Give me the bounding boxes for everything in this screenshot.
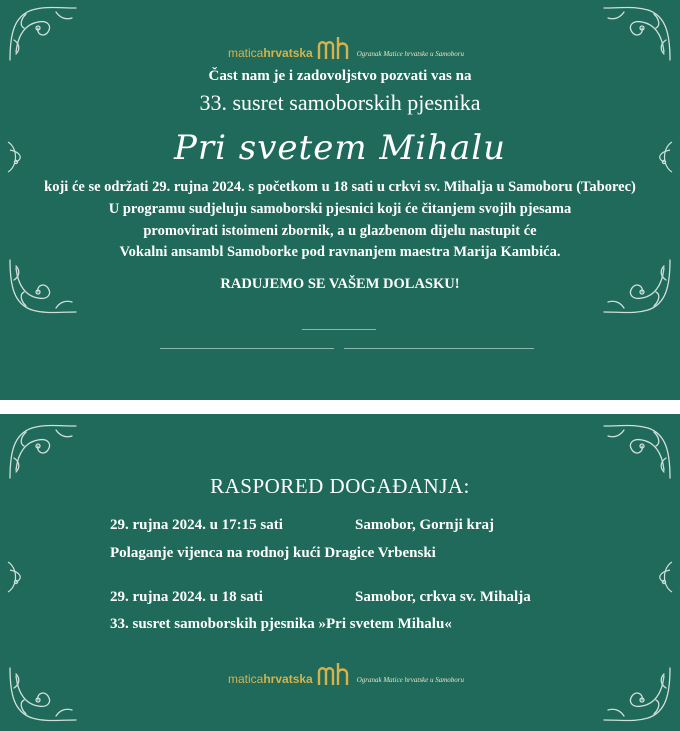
logo-tagline: Ogranak Matice hrvatske u Samoboru: [356, 50, 465, 58]
event-name-script: Pri svetem Mihalu: [173, 128, 507, 168]
description-line-1: koji će se održati 29. rujna 2024. s početkom u 18 sati u crkvi sv. Mihalja u Samoboru (Taborec): [44, 179, 636, 195]
logo-word-matica: matica: [228, 672, 264, 686]
side-flourish-left: [6, 560, 34, 594]
matica-hrvatska-logo: [0, 36, 680, 60]
description-line-3: promovirati istoimeni zbornik, a u glazbenom dijelu nastupit će: [143, 223, 537, 239]
divider-line: [302, 329, 376, 330]
event-2-description: 33. susret samoborskih pjesnika »Pri svetem Mihalu«: [110, 616, 452, 632]
event-title: 33. susret samoborskih pjesnika: [199, 90, 481, 115]
description-line-4: Vokalni ansambl Samoborke pod ravnanjem maestra Marija Kambića.: [119, 244, 561, 260]
divider-line: [160, 348, 334, 349]
matica-hrvatska-logo: [0, 662, 680, 686]
logo-word-hrvatska: hrvatska: [263, 672, 313, 686]
corner-ornament-top-right: [600, 422, 674, 482]
event-1-location: Samobor, Gornji kraj: [355, 517, 495, 533]
mh-monogram-icon: [317, 36, 355, 60]
schedule-card: [0, 414, 680, 731]
corner-ornament-top-left: [6, 422, 80, 482]
schedule-heading: RASPORED DOGAĐANJA:: [210, 474, 470, 498]
event-1-time: 29. rujna 2024. u 17:15 sati: [110, 517, 283, 533]
closing-line: RADUJEMO SE VAŠEM DOLASKU!: [220, 276, 460, 292]
event-2-location: Samobor, crkva sv. Mihalja: [355, 589, 531, 605]
logo-tagline: Ogranak Matice hrvatske u Samoboru: [356, 676, 465, 684]
logo-word-hrvatska: hrvatska: [263, 46, 313, 60]
event-2-time: 29. rujna 2024. u 18 sati: [110, 589, 263, 605]
divider-line: [344, 348, 534, 349]
side-flourish-right: [646, 560, 674, 594]
description-line-2: U programu sudjeluju samoborski pjesnici koji će čitanjem svojih pjesama: [108, 201, 572, 217]
intro-line: Čast nam je i zadovoljstvo pozvati vas na: [208, 68, 472, 84]
event-1-description: Polaganje vijenca na rodnoj kući Dragice Vrbenski: [110, 545, 436, 561]
mh-monogram-icon: [317, 662, 355, 686]
logo-word-matica: matica: [228, 46, 264, 60]
